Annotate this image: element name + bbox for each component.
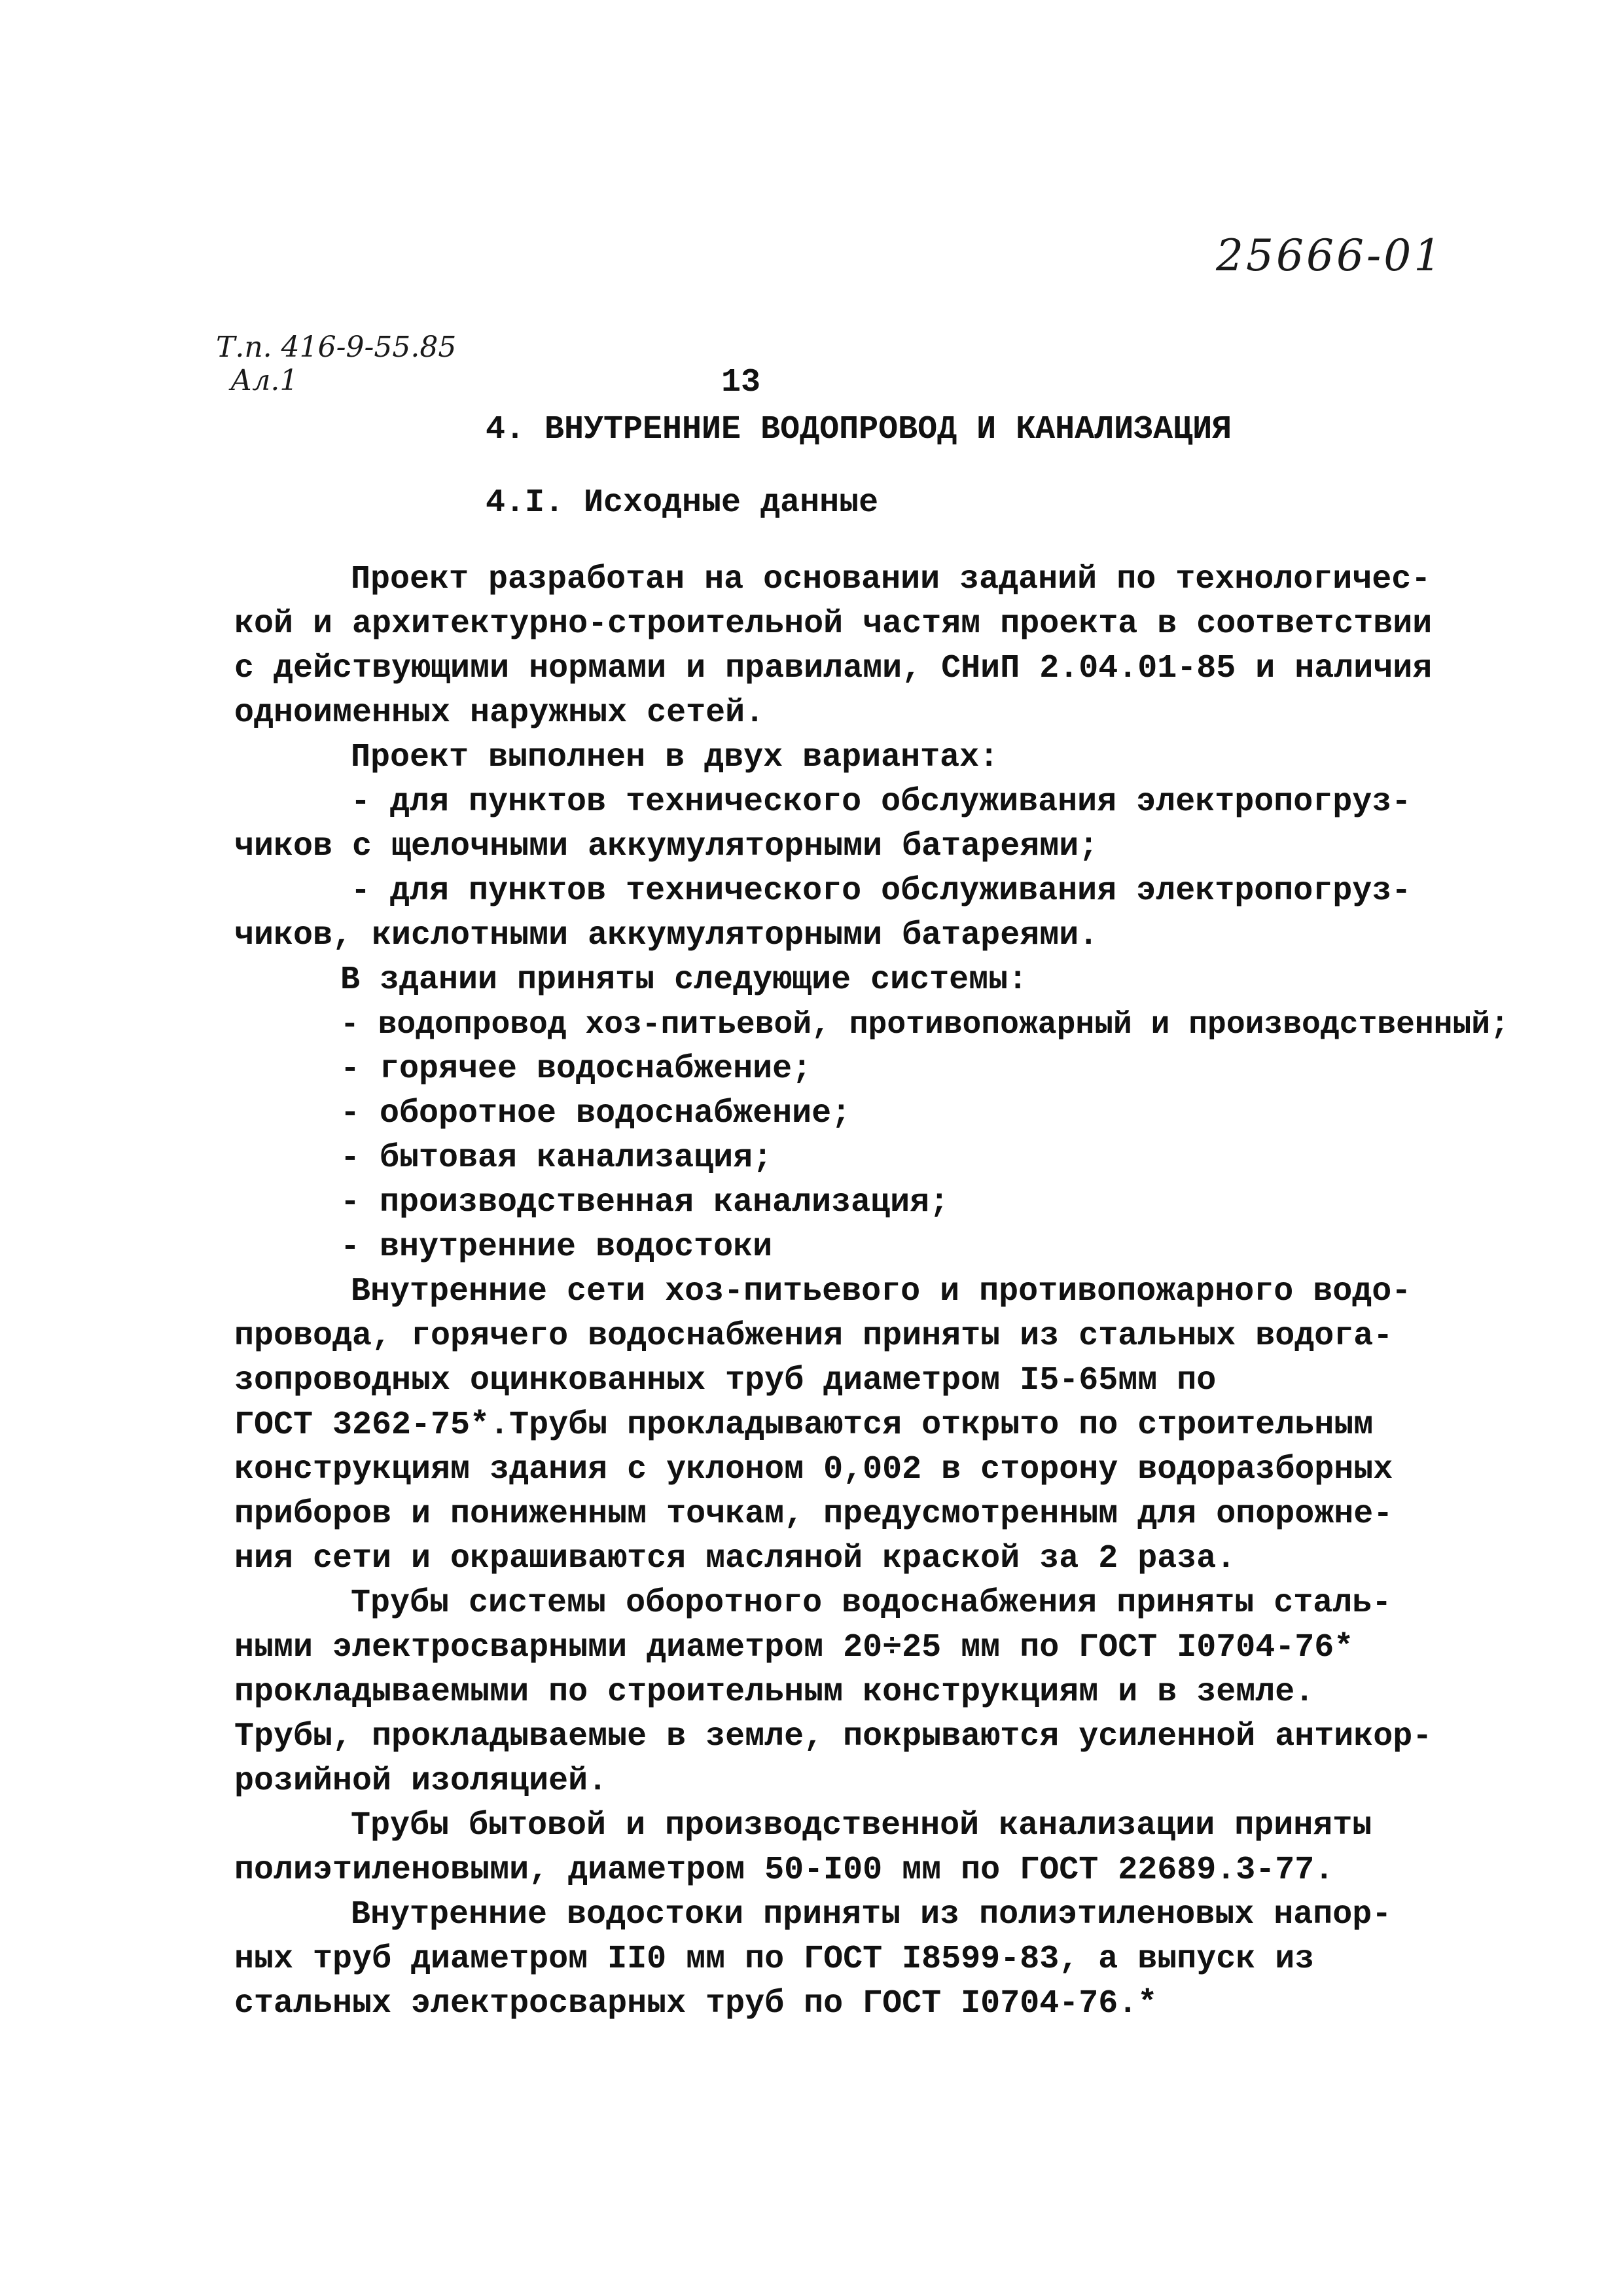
paragraph-line: конструкциям здания с уклоном 0,002 в сторону водоразборных [234,1451,1393,1488]
subsection-heading: 4.I. Исходные данные [486,484,879,522]
list-item: - для пунктов технического обслуживания электропогруз- [351,872,1412,910]
paragraph-line: розийной изоляцией. [234,1763,608,1800]
list-item: - производственная канализация; [340,1184,950,1221]
page-number: 13 [721,364,761,401]
paragraph-line: Трубы системы оборотного водоснабжения приняты сталь- [351,1585,1392,1622]
section-heading: 4. ВНУТРЕННИЕ ВОДОПРОВОД И КАНАЛИЗАЦИЯ [486,411,1232,448]
paragraph-line: прокладываемыми по строительным конструкциям и в земле. [234,1674,1315,1711]
list-item: - внутренние водостоки [340,1229,773,1266]
album-reference: Ал.1 [230,364,298,397]
paragraph-line: Внутренние водостоки приняты из полиэтиленовых напор- [351,1896,1392,1933]
paragraph-line: ными электросварными диаметром 20÷25 мм по ГОСТ I0704-76* [234,1629,1354,1666]
list-item: - горячее водоснабжение; [340,1050,812,1088]
list-item: - бытовая канализация; [340,1139,773,1177]
paragraph-line: зопроводных оцинкованных труб диаметром I5-65мм по [234,1362,1217,1399]
paragraph-line: Проект разработан на основании заданий по технологичес- [351,561,1431,598]
paragraph-line: кой и архитектурно-строительной частям проекта в соответствии [234,605,1433,643]
list-item: - оборотное водоснабжение; [340,1095,851,1132]
paragraph-line: Трубы, прокладываемые в земле, покрываются усиленной антикор- [234,1718,1433,1755]
list-item-continuation: чиков с щелочными аккумуляторными батареями; [234,828,1099,865]
paragraph-line: одноименных наружных сетей. [234,694,765,732]
paragraph-line: В здании приняты следующие системы: [340,961,1028,999]
paragraph-line: приборов и пониженным точкам, предусмотренным для опорожне- [234,1496,1393,1533]
typical-project-reference: Т.п. 416-9-55.85 [216,331,457,364]
paragraph-line: Трубы бытовой и производственной канализации приняты [351,1807,1372,1844]
paragraph-line: Внутренние сети хоз-питьевого и противопожарного водо- [351,1273,1412,1310]
list-item: - водопровод хоз-питьевой, противопожарный и производственный; [340,1007,1509,1043]
paragraph-line: с действующими нормами и правилами, СНиП 2.04.01-85 и наличия [234,650,1433,687]
list-item-continuation: чиков, кислотными аккумуляторными батареями. [234,917,1099,954]
paragraph-line: ных труб диаметром II0 мм по ГОСТ I8599-83, а выпуск из [234,1941,1315,1978]
paragraph-line: стальных электросварных труб по ГОСТ I0704-76.* [234,1985,1158,2022]
paragraph-line: провода, горячего водоснабжения приняты из стальных водога- [234,1318,1393,1355]
paragraph-line: полиэтиленовыми, диаметром 50-I00 мм по ГОСТ 22689.3-77. [234,1852,1334,1889]
paragraph-line: ГОСТ 3262-75*.Трубы прокладываются открыто по строительным [234,1407,1374,1444]
paragraph-line: Проект выполнен в двух вариантах: [351,739,999,776]
document-number: 25666-01 [1216,230,1444,281]
paragraph-line: ния сети и окрашиваются масляной краской за 2 раза. [234,1540,1236,1577]
list-item: - для пунктов технического обслуживания электропогруз- [351,783,1412,821]
